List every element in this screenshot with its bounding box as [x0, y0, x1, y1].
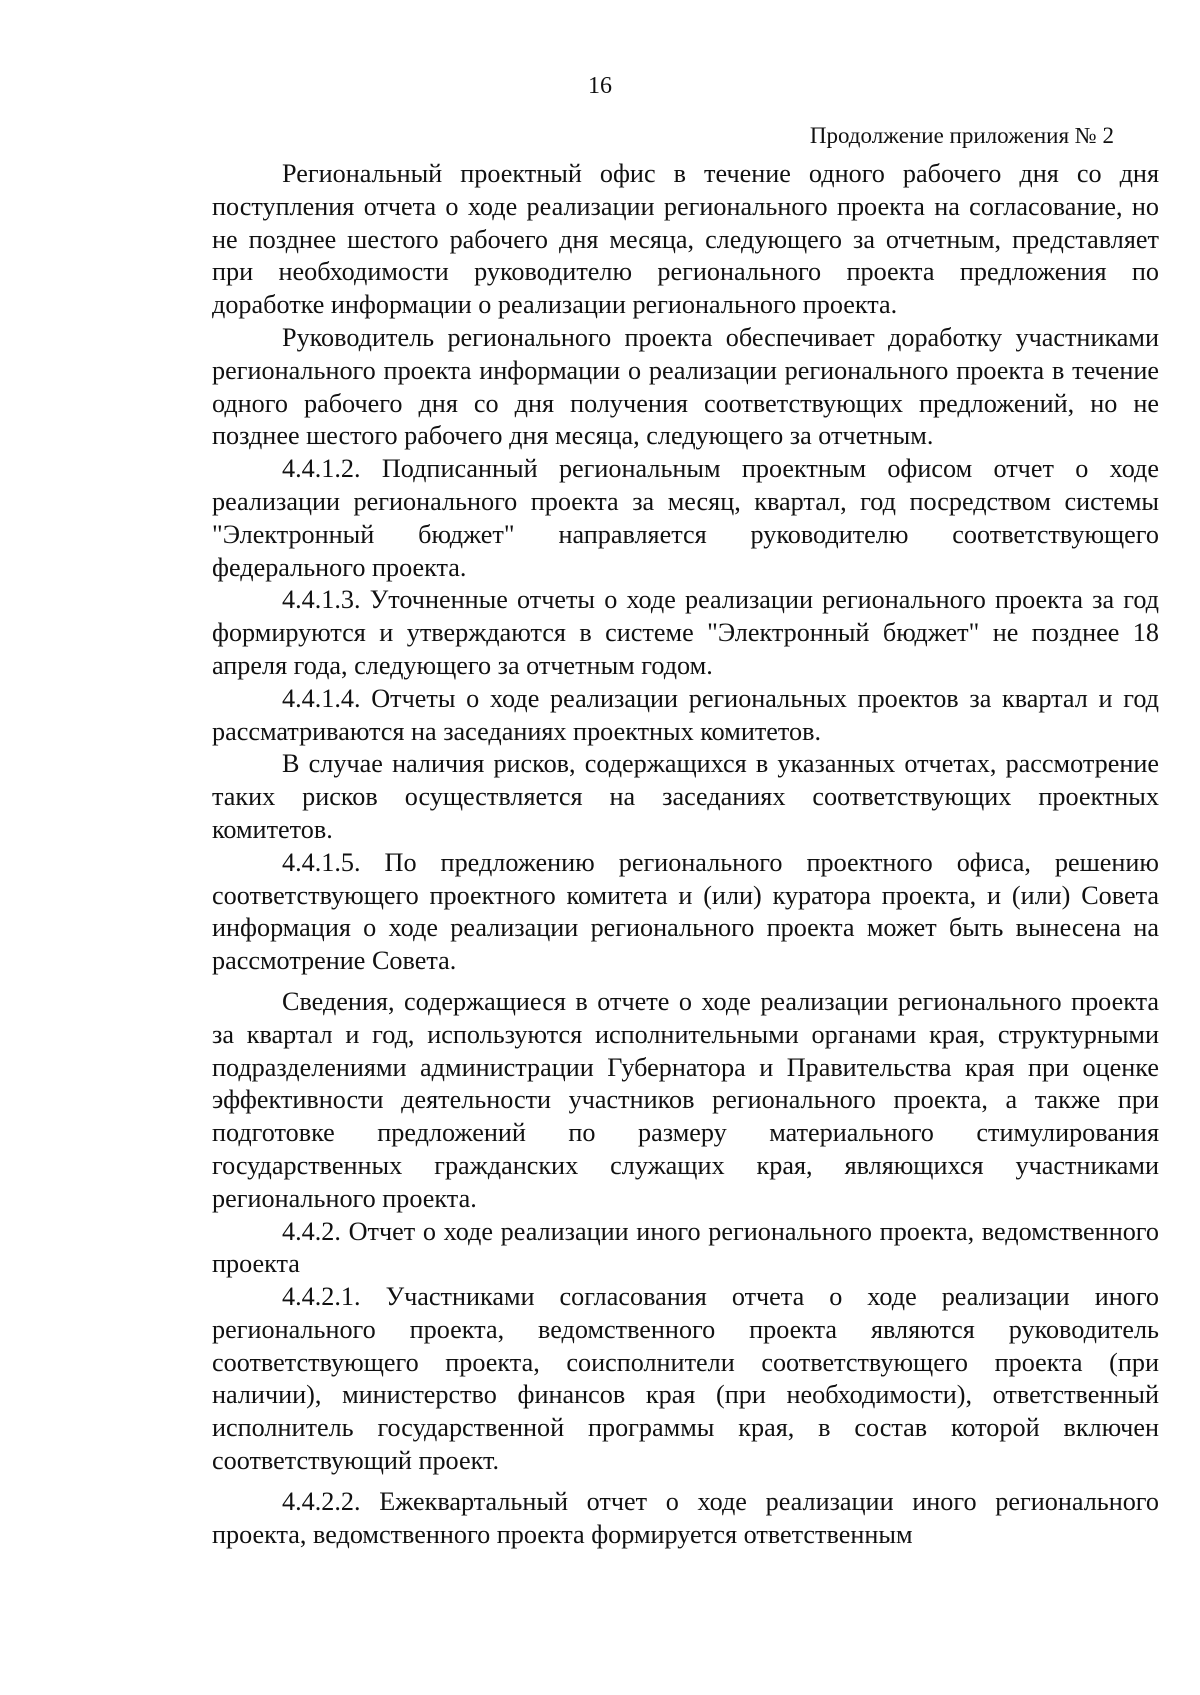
paragraph: Руководитель регионального проекта обеспечивает доработку участниками регионального проекта информации о реализации регионального проекта в течение одного рабочего дня со дня получения соответствующих предложений, но не позднее шестого рабочего дня месяца, следующего за отчетным. — [212, 322, 1159, 451]
paragraph: 4.4.1.2. Подписанный региональным проектным офисом отчет о ходе реализации регионального проекта за месяц, квартал, год посредством системы "Электронный бюджет" направляется руководителю соответствующего федерального проекта. — [212, 454, 1159, 582]
paragraph: Региональный проектный офис в течение одного рабочего дня со дня поступления отчета о ходе реализации регионального проекта на согласование, но не позднее шестого рабочего дня месяца, следующего за отчетным, представляет при необходимости руководителю регионального проекта предложения по доработке информации о реализации регионального проекта. — [212, 159, 1159, 320]
page-number: 16 — [588, 73, 612, 99]
paragraph: В случае наличия рисков, содержащихся в указанных отчетах, рассмотрение таких рисков осуществляется на заседаниях соответствующих проектных комитетов. — [212, 749, 1159, 844]
appendix-continuation-label: Продолжение приложения № 2 — [809, 123, 1114, 148]
paragraph: 4.4.1.3. Уточненные отчеты о ходе реализации регионального проекта за год формируются и утверждаются в системе "Электронный бюджет" не позднее 18 апреля года, следующего за отчетным годом. — [212, 585, 1159, 680]
paragraph: 4.4.2.2. Ежеквартальный отчет о ходе реализации иного регионального проекта, ведомственного проекта формируется ответственным — [212, 1486, 1159, 1549]
paragraph: 4.4.2.1. Участниками согласования отчета о ходе реализации иного регионального проекта, ведомственного проекта являются руководитель соответствующего проекта, соисполнители соответствующего проекта (при наличии), министерство финансов края (при необходимости), ответственный исполнитель государственной программы края, в состав которой включен соответствующий проект. — [212, 1282, 1159, 1476]
paragraph: Сведения, содержащиеся в отчете о ходе реализации регионального проекта за квартал и год, используются исполнительными органами края, структурными подразделениями администрации Губернатора и Правительства края при оценке эффективности деятельности участников регионального проекта, а также при подготовке предложений по размеру материального стимулирования государственных гражданских служащих края, являющихся участниками регионального проекта. — [212, 986, 1159, 1213]
paragraph: 4.4.2. Отчет о ходе реализации иного регионального проекта, ведомственного проекта — [212, 1216, 1159, 1279]
paragraph: 4.4.1.4. Отчеты о ходе реализации региональных проектов за квартал и год рассматриваются на заседаниях проектных комитетов. — [212, 683, 1159, 746]
document-body — [212, 158, 1159, 1551]
paragraph: 4.4.1.5. По предложению регионального проектного офиса, решению соответствующего проектного комитета и (или) куратора проекта, и (или) Совета информация о ходе реализации регионального проекта может быть вынесена на рассмотрение Совета. — [212, 847, 1159, 976]
